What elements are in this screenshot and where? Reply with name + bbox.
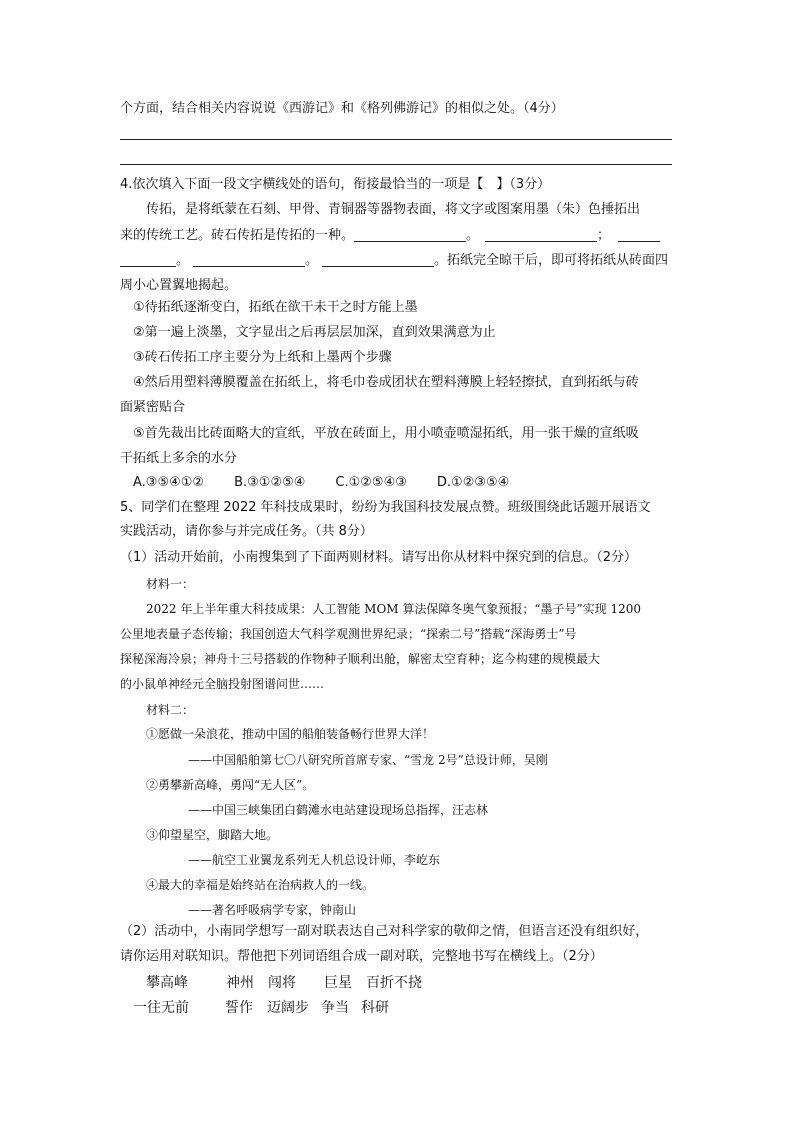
q4-item: 干拓纸上多余的水分 xyxy=(120,451,238,466)
couplet-words-row xyxy=(133,998,389,1018)
couplet-word: 迈阔步 xyxy=(267,1000,309,1016)
q4-passage-line: 传拓，是将纸蒙在石刻、甲骨、青铜器等器物表面，将文字或图案用墨（朱）色捶拓出 xyxy=(146,202,641,217)
q4-item: ④然后用塑料薄膜覆盖在拓纸上，将毛巾卷成团状在塑料薄膜上轻轻擦拭，直到拓纸与砖 xyxy=(133,375,639,390)
couplet-words-row xyxy=(146,973,422,993)
quote: ②勇攀新高峰，勇闯“无人区”。 xyxy=(146,778,315,792)
punct: 。 xyxy=(466,228,480,243)
fill-blank-3-cont[interactable] xyxy=(120,252,176,267)
couplet-word: 争当 xyxy=(321,1000,349,1016)
q5-sub2: 请你运用对联知识。帮他把下列词语组合成一副对联，完整地书写在横线上。（2分） xyxy=(120,949,603,964)
q4-passage-line: 周小心置翼地揭起。 xyxy=(120,278,238,293)
material-1-title: 材料一： xyxy=(146,577,195,591)
punct: 。 xyxy=(305,253,319,268)
material-1-line: 2022 年上半年重大科技成果：人工智能 MOM 算法保障冬奥气象预报；“墨子号”实现 1200 xyxy=(146,602,642,616)
q5-sub1: （1）活动开始前，小南搜集到了下面两则材料。请写出你从材料中探究到的信息。（2分） xyxy=(120,550,638,565)
option-d[interactable]: D.①②③⑤④ xyxy=(436,475,510,490)
material-1-line: 公里地表量子态传输；我国创造大气科学观测世界纪录；“探索二号”搭载“深海勇士”号 xyxy=(120,627,577,641)
material-2-title: 材料二： xyxy=(146,703,195,717)
quote: ③仰望星空，脚踏大地。 xyxy=(146,828,279,842)
fill-blank-3[interactable] xyxy=(618,227,660,242)
answer-line xyxy=(120,139,672,140)
q4-passage-text: 来的传统工艺。砖石传拓是传拓的一种。 xyxy=(120,228,355,243)
q5-sub2: （2）活动中，小南同学想写一副对联表达自己对科学家的敬仰之情，但语言还没有组织好， xyxy=(120,924,649,939)
quote-author: ——著名呼吸病学专家，钟南山 xyxy=(188,903,357,917)
q4-passage-line xyxy=(120,226,660,246)
option-b[interactable]: B.③①②⑤④ xyxy=(234,475,306,490)
q4-item: 面紧密贴合 xyxy=(120,400,186,415)
couplet-word: 誓作 xyxy=(225,1000,253,1016)
quote: ①愿做一朵浪花，推动中国的船舶装备畅行世界大洋！ xyxy=(146,727,435,741)
fill-blank-5[interactable] xyxy=(322,252,434,267)
q4-item: ②第一遍上淡墨，文字显出之后再层层加深，直到效果满意为止 xyxy=(133,325,496,340)
option-a[interactable]: A.③⑤④①② xyxy=(133,475,205,490)
couplet-word: 巨星 xyxy=(324,975,352,991)
quote-author: ——航空工业翼龙系列无人机总设计师，李屹东 xyxy=(188,853,441,867)
couplet-word: 百折不挠 xyxy=(366,975,422,991)
q3-tail-text: 个方面，结合相关内容说说《西游记》和《格列佛游记》的相似之处。（4分） xyxy=(120,101,564,116)
punct: 。 xyxy=(176,253,190,268)
quote-author: ——中国船舶第七〇八研究所首席专家、“雪龙 2号”总设计师，吴刚 xyxy=(188,753,548,767)
q4-item: ③砖石传拓工序主要分为上纸和上墨两个步骤 xyxy=(133,350,392,365)
couplet-word: 科研 xyxy=(361,1000,389,1016)
fill-blank-2[interactable] xyxy=(485,227,597,242)
q4-stem: 4.依次填入下面一段文字横线处的语句，衔接最恰当的一项是【 】（3分） xyxy=(120,177,551,192)
option-c[interactable]: C.①②⑤④③ xyxy=(335,475,407,490)
q4-item: ①待拓纸逐渐变白，拓纸在欲干未干之时方能上墨 xyxy=(133,300,418,315)
q4-item: ⑤首先裁出比砖面略大的宣纸，平放在砖面上，用小喷壶喷湿拓纸，用一张干燥的宣纸吸 xyxy=(133,426,639,441)
material-1-line: 探秘深海冷泉；神舟十三号搭载的作物种子顺利出舱，解密太空育种；迄今构建的规模最大 xyxy=(120,652,601,666)
couplet-word: 神州 xyxy=(226,975,254,991)
couplet-word: 闯将 xyxy=(268,975,296,991)
q4-options xyxy=(133,473,539,493)
q4-passage-line xyxy=(120,251,668,271)
fill-blank-4[interactable] xyxy=(193,252,305,267)
couplet-word: 一往无前 xyxy=(133,1000,189,1016)
q5-stem: 实践活动，请你参与并完成任务。（共 8分） xyxy=(120,524,373,539)
punct: ； xyxy=(597,228,611,243)
q4-passage-text: 。拓纸完全晾干后，即可将拓纸从砖面四 xyxy=(434,253,669,268)
fill-blank-1[interactable] xyxy=(354,227,466,242)
q5-stem: 5、同学们在整理 2022 年科技成果时，纷纷为我国科技发展点赞。班级围绕此话题开展语文 xyxy=(120,500,651,515)
material-1-line: 的小鼠单神经元全脑投射图谱问世…… xyxy=(120,677,325,691)
quote-author: ——中国三峡集团白鹤滩水电站建设现场总指挥，汪志林 xyxy=(188,803,489,817)
answer-line xyxy=(120,164,672,165)
quote: ④最大的幸福是始终站在治病救人的一线。 xyxy=(146,878,375,892)
couplet-word: 攀高峰 xyxy=(146,975,188,991)
